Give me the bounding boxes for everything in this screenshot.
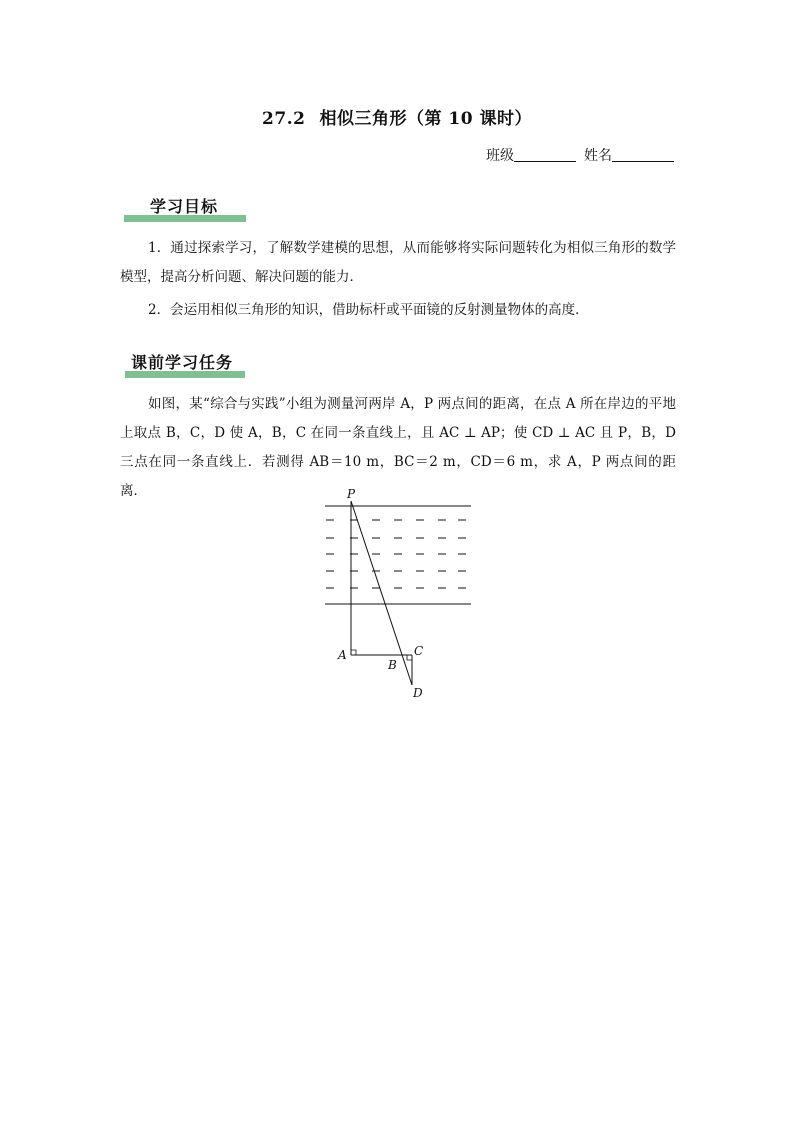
right-angle-C xyxy=(407,655,412,660)
student-info-line xyxy=(486,145,674,165)
section-heading-goals: 学习目标 xyxy=(150,194,218,217)
label-D: D xyxy=(413,686,423,700)
goal-item-1: 1．通过探索学习，了解数学建模的思想，从而能够将实际问题转化为相似三角形的数学模型，提高分析问题、解决问题的能力． xyxy=(120,240,676,285)
goal-item-2: 2．会运用相似三角形的知识，借助标杆或平面镜的反射测量物体的高度． xyxy=(148,302,589,318)
label-P: P xyxy=(347,488,356,501)
segment-PD xyxy=(351,501,412,685)
heading-highlight-bar xyxy=(124,215,246,222)
label-B: B xyxy=(388,658,397,672)
lesson-number: 27.2 xyxy=(262,109,306,129)
task-paragraph: 如图，某“综合与实践”小组为测量河两岸 A，P 两点间的距离，在点 A 所在岸边的平地上取点 B，C，D 使 A，B，C 在同一条直线上，且 AC ⊥ AP；使 CD ⊥ AC 且 P，B，D 三点在同一条直线上．若测得 AB＝10 m，BC＝2 m，CD＝6 m，求 A，P 两点间的距离． xyxy=(120,396,676,499)
name-label: 姓名 xyxy=(584,148,612,164)
river-geometry-figure xyxy=(320,488,480,703)
class-label: 班级 xyxy=(486,148,514,164)
right-angle-A xyxy=(351,650,356,655)
class-blank[interactable] xyxy=(514,148,576,162)
section-heading-pretask: 课前学习任务 xyxy=(131,350,233,373)
page-title xyxy=(0,104,794,129)
water-dashes xyxy=(326,520,466,588)
heading-highlight-bar xyxy=(125,371,245,378)
name-blank[interactable] xyxy=(612,148,674,162)
lesson-title: 相似三角形（第 10 课时） xyxy=(319,109,532,129)
label-A: A xyxy=(338,648,347,662)
label-C: C xyxy=(414,644,424,658)
